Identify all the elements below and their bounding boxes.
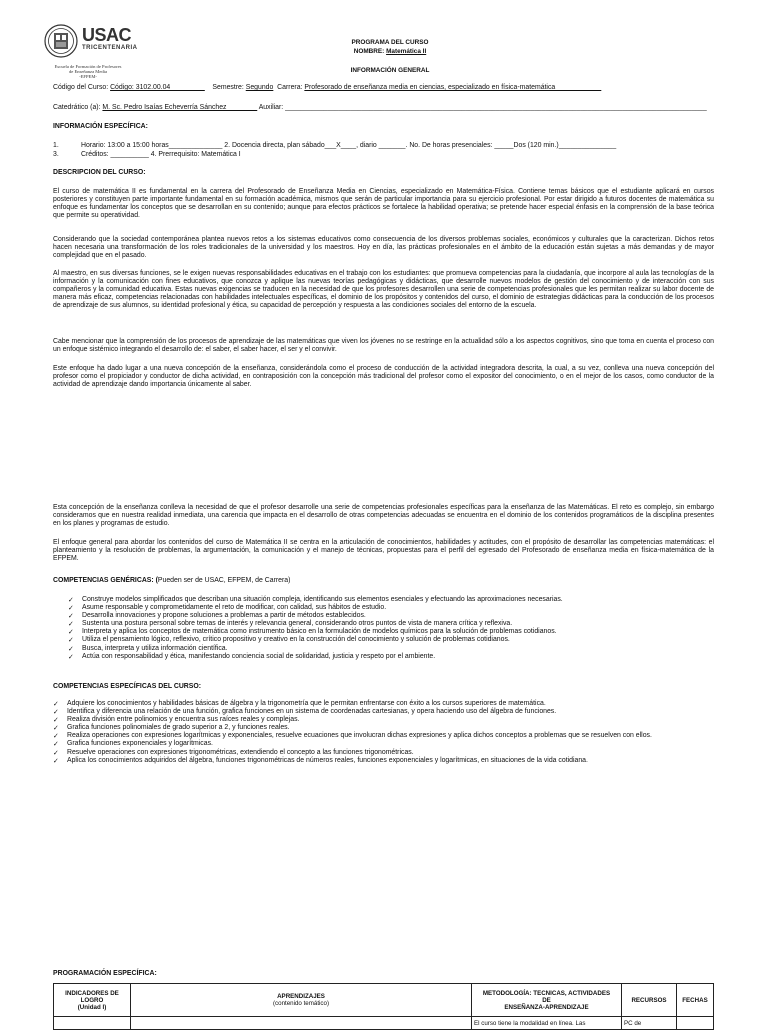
description-heading: DESCRIPCION DEL CURSO: bbox=[53, 169, 146, 176]
list-item: ✓ Grafica funciones exponenciales y logarítmicas. bbox=[53, 740, 714, 748]
course-code-line: Código del Curso: Código: 3102.00.04_________ Semestre: Segundo Carrera: Profesorado de enseñanza media en ciencias, especializado en física-matemática____________ bbox=[53, 84, 602, 91]
general-info-heading: INFORMACIÓN GENERAL bbox=[350, 67, 430, 74]
list-item: ✓ Realiza división entre polinomios y encuentra sus raíces reales y complejas. bbox=[53, 716, 714, 724]
list-item: ✓ Aplica los conocimientos adquiridos del álgebra, funciones trigonométricas de números reales, funciones exponenciales y logarítmicas, en situaciones de la vida cotidiana. bbox=[53, 757, 714, 765]
list-item: ✓ Interpreta y aplica los conceptos de matemática como instrumento básico en la formulación de modelos químicos para la solución de problemas cotidianos. bbox=[68, 628, 563, 636]
generic-competencies-heading: COMPETENCIAS GENÉRICAS: (Pueden ser de USAC, EFPEM, de Carrera) bbox=[53, 577, 291, 584]
list-item: ✓ Realiza operaciones con expresiones logarítmicas y exponenciales, resuelve ecuaciones que involucran dichas expresiones y aplica dichos conceptos a problemas que se resuelven con ellos. bbox=[53, 732, 714, 740]
logo-subtitle: TRICENTENARIA bbox=[82, 45, 138, 51]
list-item: ✓ Busca, interpreta y utiliza información científica. bbox=[68, 645, 563, 653]
list-item: ✓ Sustenta una postura personal sobre temas de interés y relevancia general, considerando otros puntos de vista de manera crítica y reflexiva. bbox=[68, 620, 563, 628]
list-item: ✓ Construye modelos simplificados que describan una situación compleja, identificando sus elementos esenciales y efectuando las aproximaciones necesarias. bbox=[68, 596, 563, 604]
program-title: PROGRAMA DEL CURSO bbox=[351, 39, 429, 46]
logo-word: USAC bbox=[82, 25, 132, 45]
list-item: ✓ Asume responsable y comprometidamente el reto de modificar, con calidad, sus hábitos de estudio. bbox=[68, 604, 563, 612]
specific-info-heading: INFORMACIÓN ESPECÍFICA: bbox=[53, 123, 148, 130]
programming-heading: PROGRAMACIÓN ESPECÍFICA: bbox=[53, 970, 157, 977]
table-row: El curso tiene la modalidad en línea. Las PC de bbox=[54, 1017, 714, 1030]
schedule-line: 1. Horario: 13:00 a 15:00 horas______________ 2. Docencia directa, plan sábado___X____, diario _______. No. De horas presenciales: _____Dos (120 min.)_______________ bbox=[53, 142, 617, 149]
list-item: ✓ Adquiere los conocimientos y habilidades básicas de álgebra y la trigonometría que le permitan enfrentarse con éxito a los cursos superiores de matemática. bbox=[53, 700, 714, 708]
description-paragraph: Al maestro, en sus diversas funciones, se le exigen nuevas responsabilidades educativas en el trabajo con los estudiantes: que promueva competencias para la ciudadanía, que incorpore al aula las tecnologías de la información y la comunicación con fines educativos, que conozca y aplique las nuevas teorías pedagógicas y didácticas, que desarrolle nuevos modelos de gestión del conocimiento y de interacción con sus compañeros y la comunidad educativa. Estas nuevas exigencias se traducen en la necesidad de que los profesores desarrollen una serie de competencias profesionales que les permitan realizar su labor docente de manera más eficaz, competencias relacionadas con habilidades intelectuales específicas, el dominio de los propósitos y contenidos del curso, el dominio de estrategias didácticas para la conducción de los procesos de aprendizaje de sus alumnos, su identidad profesional y ética, su capacidad de percepción y respuesta a las condiciones sociales del entorno de la escuela. bbox=[53, 270, 714, 310]
description-paragraph: Este enfoque ha dado lugar a una nueva concepción de la enseñanza, considerándola como el proceso de conducción de la actividad integradora descrita, la cual, a su vez, conlleva una nueva concepción del profesor como el propiciador y conductor de dicha actividad, en contraposición con la concepción más tradicional del profesor como el expositor del conocimiento, o en el mejor de los casos, como conductor de la actividad de aprendizaje dando importancia únicamente al saber. bbox=[53, 365, 714, 389]
list-item: ✓ Utiliza el pensamiento lógico, reflexivo, crítico propositivo y creativo en la construcción del conocimiento y solución de problemas cotidianos. bbox=[68, 636, 563, 644]
table-header-row bbox=[54, 984, 714, 1017]
description-paragraph: El curso de matemática II es fundamental en la carrera del Profesorado de Enseñanza Media en Ciencias, especializado en Matemática-Física. Contiene temas básicos que el estudiante aplicará en cursos posteriores y constituyen parte importante fundamental en su formación académica, mismos que serán de particular importancia para su ejercicio profesional. Por estar dirigido a futuros docentes de matemática su enfoque es fundamentar los conceptos que se desarrollan en su contenido; aunque para efectos prácticos se fortalece la habilidad operativa; se pretende hacer especial énfasis en la comprensión de la base teórica que permite su operatividad. bbox=[53, 188, 714, 220]
list-item: ✓ Actúa con responsabilidad y ética, manifestando conciencia social de solidaridad, justicia y respeto por el ambiente. bbox=[68, 653, 563, 661]
university-seal-icon bbox=[44, 24, 78, 58]
specific-competencies-list bbox=[53, 700, 714, 765]
credits-line: 3. Créditos: __________ 4. Prerrequisito: Matemática I bbox=[53, 151, 241, 158]
description-paragraph: El enfoque general para abordar los contenidos del curso de Matemática II se centra en la articulación de conocimientos, habilidades y actitudes, con el propósito de desarrollar las competencias matemáticas: el planteamiento y la resolución de problemas, la argumentación, la comunicación y el manejo de técnicas, propuestas para el perfil del egresado del Profesorado de enseñanza media en física-matemática de la EFPEM. bbox=[53, 539, 714, 563]
list-item: ✓ Desarrolla innovaciones y propone soluciones a problemas a partir de métodos establecidos. bbox=[68, 612, 563, 620]
list-item: ✓ Identifica y diferencia una relación de una función, grafica funciones en un sistema de coordenadas cartesianas, y opera haciendo uso del álgebra de funciones. bbox=[53, 708, 714, 716]
description-paragraph: Esta concepción de la enseñanza conlleva la necesidad de que el profesor desarrolle una serie de competencias profesionales específicas para la enseñanza de las Matemáticas. El reto es complejo, sin embargo consideramos que en nuestra realidad inmediata, una carencia que impacta en el desarrollo de otras competencias adecuadas se encuentra en el dominio de los contenidos programáticos de la disciplina presentes en los planes y programas de estudio. bbox=[53, 504, 714, 528]
school-unit: Escuela de Formación de Profesores de Enseñanza Media -EFPEM- bbox=[54, 64, 122, 80]
list-item: ✓ Grafica funciones polinomiales de grado superior a 2, y funciones reales. bbox=[53, 724, 714, 732]
header-indicators: INDICADORES DE LOGRO (Unidad I) bbox=[54, 984, 131, 1017]
generic-competencies-list bbox=[68, 596, 563, 661]
header-dates: FECHAS bbox=[677, 984, 714, 1017]
professor-line: Catedrático (a): M. Sc. Pedro Isaías Echeverría Sánchez________ Auxiliar: ______________________________________________________________________________________________________________ bbox=[53, 104, 707, 111]
specific-competencies-heading: COMPETENCIAS ESPECÍFICAS DEL CURSO: bbox=[53, 683, 202, 690]
course-name: NOMBRE: Matemática II bbox=[353, 48, 427, 55]
list-item: ✓ Resuelve operaciones con expresiones trigonométricas, extendiendo el concepto a las funciones trigonométricas. bbox=[53, 749, 714, 757]
header-resources: RECURSOS bbox=[622, 984, 677, 1017]
header-methodology: METODOLOGÍA: TECNICAS, ACTIVIDADES DE ENSEÑANZA-APRENDIZAJE bbox=[472, 984, 622, 1017]
description-paragraph: Considerando que la sociedad contemporánea plantea nuevos retos a los sistemas educativos como consecuencia de los diversos problemas sociales, económicos y culturales que la caracterizan. Dichos retos hacen necesaria una transformación de los roles tradicionales de la universidad y los maestros. Hoy en día, las prácticas profesionales en el ámbito de la educación están sujetas a más demandas y de mayor complejidad que en el pasado. bbox=[53, 236, 714, 260]
description-paragraph: Cabe mencionar que la comprensión de los procesos de aprendizaje de las matemáticas que viven los jóvenes no se restringe en la actualidad sólo a los aspectos cognitivos, sino que toma en cuenta el proceso con un enfoque sistémico integrando el desarrollo de: el saber, el saber hacer, el ser y el convivir. bbox=[53, 338, 714, 354]
header-learning: APRENDIZAJES (contenido temático) bbox=[131, 984, 472, 1017]
programming-table bbox=[53, 983, 714, 1030]
